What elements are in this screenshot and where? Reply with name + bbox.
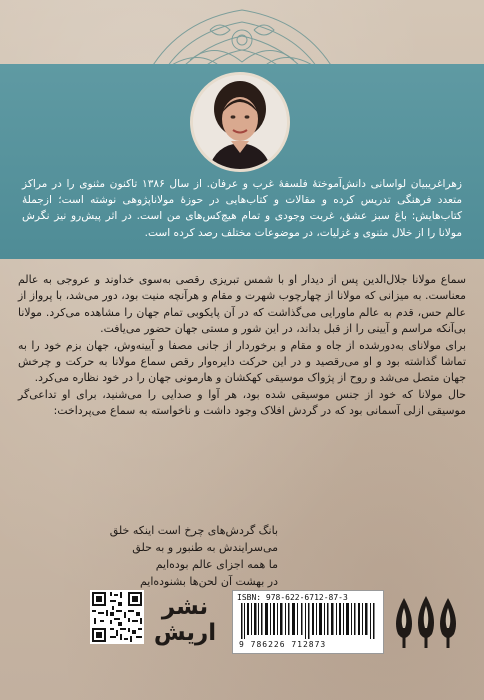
barcode-icon — [239, 603, 377, 639]
barcode-digits: 9 786226 712873 — [239, 640, 327, 649]
poem-line: می‌سرایندش به طنبور و به حلق — [132, 541, 278, 554]
qr-code-icon — [90, 590, 144, 644]
isbn-label: ISBN: 978-622-6712-87-3 — [237, 593, 348, 602]
poem-verses — [18, 522, 278, 590]
publisher-tree-logo-icon — [390, 594, 462, 650]
paragraph-3: حال مولانا که خود از جنس موسیقی شده بود، هر آوا و صدایی را می‌شنید، برای او تداعی‌گر موسیقی ازلی آسمانی بود که در گردش افلاک وجود داشت و ناخواسته به سماع می‌پرداخت: — [18, 387, 466, 418]
publisher-line-1: نشر — [161, 594, 209, 620]
paragraph-1: سماع مولانا جلال‌الدین پس از دیدار او با شمس تبریزی رقصی به‌سوی خداوند و عروجی به عالم معناست. به میزانی که مولانا از چهارچوب شهرت و مقام و هرآنچه منیت بود، دور می‌شد، با پرواز از عالم حس، قدم به عالم ماورایی می‌گذاشت که در آن پایکوبی تمام جهان را مشاهده می‌کرد. مولانا بی‌آنکه مراسم و آیینی را از قبل بداند، در این شور و مستی جهان حضور می‌یافت. — [18, 273, 466, 336]
paragraph-2: برای مولانای به‌دورشده از جاه و مقام و برخوردار از جانی مصفا و آیینه‌وش، جهان بزم خود را به تماشا گذاشته بود و او می‌رقصید و در این حرکت دایره‌وار رقص سماع مولانا به حرکت و چرخش جهان متصل می‌شد و روح از پژواک موسیقی کهکشان و هارمونی جهان را در خود نظاره می‌کرد. — [18, 338, 466, 385]
poem-line: بانگ گردش‌های چرخ است اینکه خلق — [109, 524, 278, 537]
back-cover-text — [18, 272, 466, 420]
poem-line: در بهشت آن لحن‌ها بشنوده‌ایم — [139, 575, 278, 588]
poem-line: ما همه اجزای عالم بوده‌ایم — [155, 558, 278, 571]
author-bio: زهراغریبیان لواسانی دانش‌آموختهٔ فلسفهٔ غرب و عرفان. از سال ۱۳۸۶ تاکنون مثنوی را در مراکز متعدد فرهنگی تدریس کرده و مقالات و کتاب‌هایی در حوزهٔ مولاناپژوهی نوشته است؛ ازجملهٔ کتاب‌هایش: باغ سبز عشق، غربت وجودی و تمام هیچ‌کس‌های من است. در اثر پیش‌رو نیز نگرش مولانا را از خلال مثنوی و غزلیات، در موضوعات مختلف رصد کرده است. — [22, 178, 462, 239]
publisher-line-2: اریش — [153, 620, 217, 646]
publisher-name — [148, 594, 222, 646]
author-portrait — [190, 72, 290, 172]
isbn-barcode — [232, 590, 384, 654]
